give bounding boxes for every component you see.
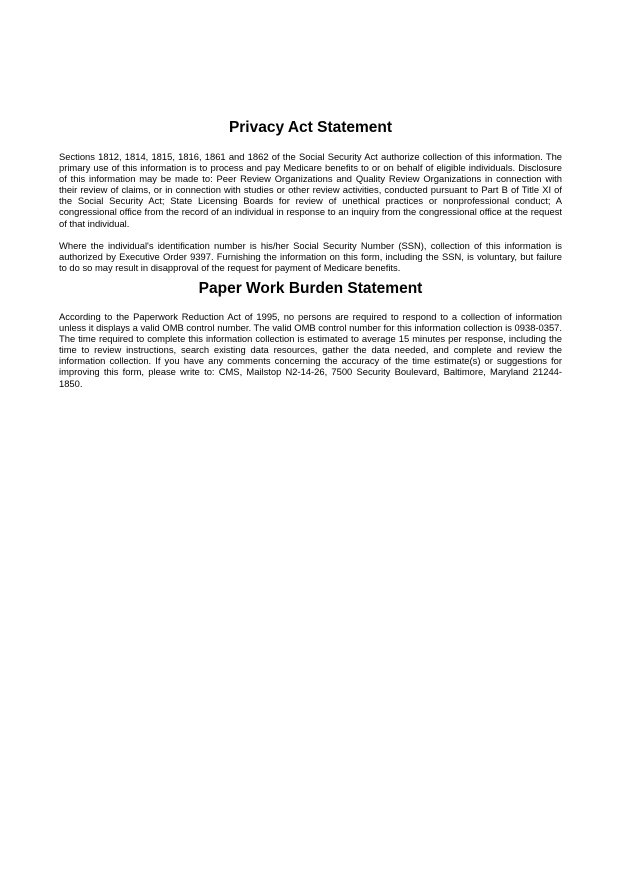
paperwork-burden-heading: Paper Work Burden Statement — [198, 279, 423, 297]
privacy-act-heading: Privacy Act Statement — [228, 119, 393, 136]
privacy-act-paragraph-2: Where the individual's identification number is his/her Social Security Number (SSN), collection of this information is authorized by Executive Order 9397. Furnishing the information on this form, including the SSN, is voluntary, but failure to do so may result in disapproval of the request for payment of Medicare benefits. — [59, 239, 562, 273]
privacy-act-paragraph-1: Sections 1812, 1814, 1815, 1816, 1861 and 1862 of the Social Security Act authorize collection of this information. The primary use of this information is to process and pay Medicare benefits to or on behalf of eligible individuals. Disclosure of this information may be made to: Peer Review Organizations and Quality Review Organizations in connection with their review of claims, or in connection with studies or other review activities, conducted pursuant to Part B of Title XI of the Social Security Act; State Licensing Boards for review of unethical practices or nonprofessional conduct; A congressional office from the record of an individual in response to an inquiry from the congressional office at the request of that individual. — [59, 151, 562, 229]
paperwork-burden-paragraph: According to the Paperwork Reduction Act of 1995, no persons are required to respond to a collection of information unless it displays a valid OMB control number. The valid OMB control number for this information collection is 0938-0357. The time required to complete this information collection is estimated to average 15 minutes per response, including the time to review instructions, search existing data resources, gather the data needed, and complete and review the information collection. If you have any comments concerning the accuracy of the time estimate(s) or suggestions for improving this form, please write to: CMS, Mailstop N2-14-26, 7500 Security Boulevard, Baltimore, Maryland 21244-1850. — [59, 310, 562, 389]
statement-content — [59, 118, 562, 389]
